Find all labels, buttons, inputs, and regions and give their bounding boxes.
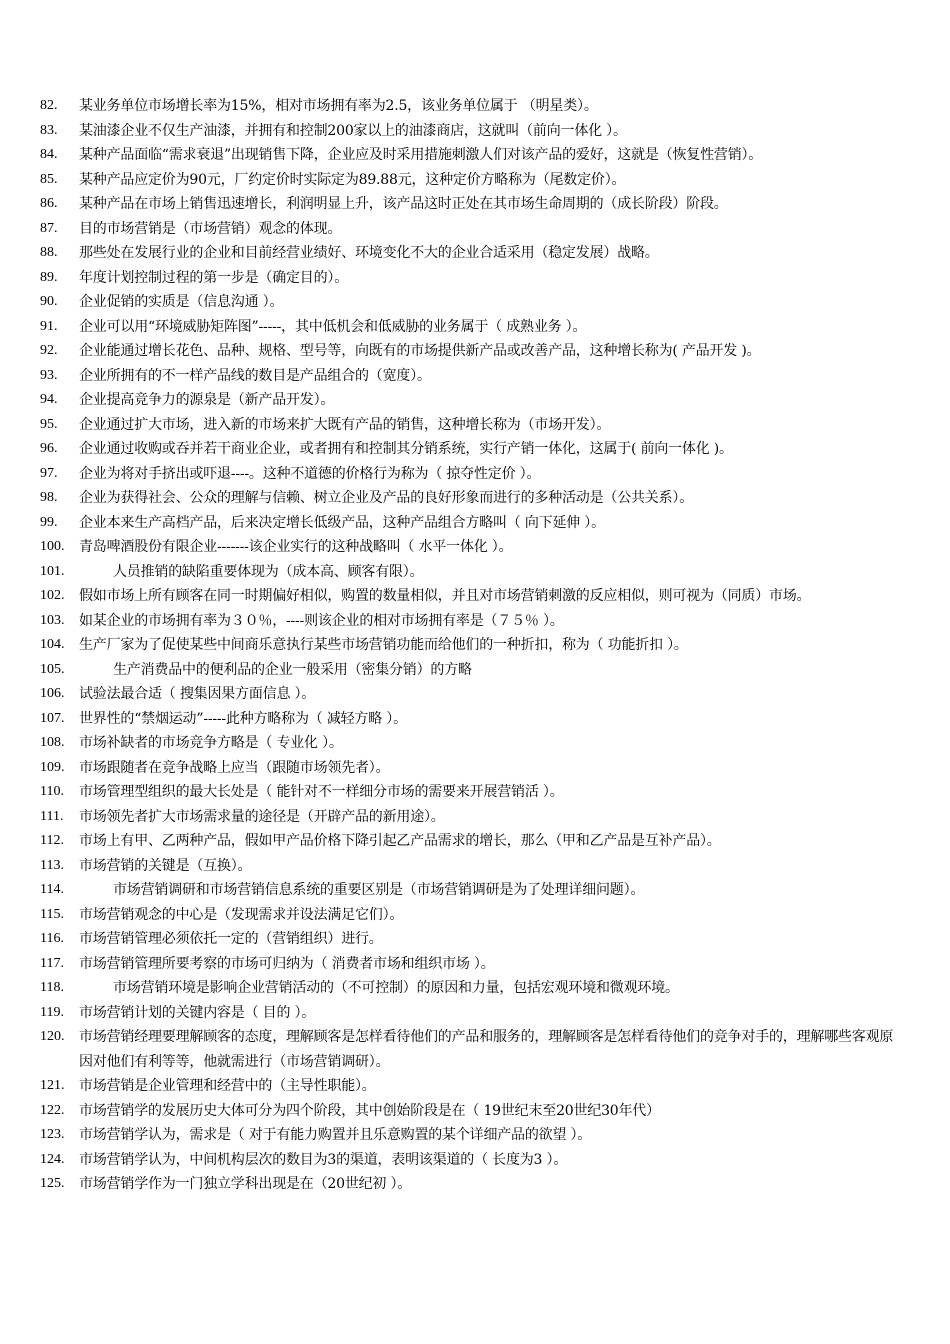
item-text: 市场营销管理必须依托一定的（营销组织）进行。 <box>79 931 383 947</box>
item-number: 82. <box>40 98 58 113</box>
list-item <box>0 94 950 119</box>
list-item <box>0 780 950 805</box>
list-item <box>0 437 950 462</box>
item-number: 104. <box>40 637 65 652</box>
item-number: 103. <box>40 612 65 628</box>
list-item <box>0 192 950 217</box>
item-number: 116. <box>40 931 64 946</box>
item-number: 120. <box>40 1029 65 1044</box>
item-number: 125. <box>40 1176 65 1191</box>
list-item <box>0 878 950 903</box>
item-number: 98. <box>40 490 58 505</box>
item-text: 企业通过收购或吞并若干商业企业，或者拥有和控制其分销系统，实行产销一体化，这属于( 前向一体化 )。 <box>79 441 733 457</box>
item-number: 112. <box>40 833 64 848</box>
item-text: 某种产品面临“需求衰退”出现销售下降，企业应及时采用措施刺激人们对该产品的爱好，这就是（恢复性营销）。 <box>79 147 763 163</box>
item-number: 118. <box>40 980 64 995</box>
item-number: 93. <box>40 367 58 383</box>
item-text: 如某企业的市场拥有率为３０％，----则该企业的相对市场拥有率是（７５％ ）。 <box>79 612 564 629</box>
list-item <box>0 976 950 1001</box>
item-text: 市场营销的关键是（互换）。 <box>79 857 252 874</box>
item-number: 84. <box>40 147 58 162</box>
item-number: 87. <box>40 220 58 236</box>
item-text: 市场营销观念的中心是（发现需求并设法满足它们）。 <box>79 906 404 923</box>
item-number: 113. <box>40 857 64 873</box>
item-text: 市场跟随者在竞争战略上应当（跟随市场领先者）。 <box>79 759 390 776</box>
item-text: 企业本来生产高档产品，后来决定增长低级产品，这种产品组合方略叫（ 向下延伸 ）。 <box>79 514 605 531</box>
item-number: 96. <box>40 441 58 456</box>
list-item <box>0 413 950 438</box>
item-text: 世界性的“禁烟运动”-----此种方略称为（ 减轻方略 ）。 <box>79 710 407 727</box>
item-text: 市场营销学的发展历史大体可分为四个阶段，其中创始阶段是在（ 19世纪末至20世纪30年代） <box>79 1102 660 1119</box>
item-number: 94. <box>40 392 58 407</box>
item-number: 89. <box>40 269 58 285</box>
item-text: 市场管理型组织的最大长处是（ 能针对不一样细分市场的需要来开展营销活 ）。 <box>79 784 564 800</box>
item-text: 那些处在发展行业的企业和目前经营业绩好、环境变化不大的企业合适采用（稳定发展）战略。 <box>79 245 659 261</box>
list-item <box>0 168 950 193</box>
item-number: 97. <box>40 465 58 481</box>
item-text: 企业提高竞争力的源泉是（新产品开发）。 <box>79 392 335 408</box>
list-item <box>0 707 950 732</box>
item-number: 117. <box>40 955 64 971</box>
list-item <box>0 1172 950 1197</box>
item-number: 124. <box>40 1151 65 1167</box>
list-item <box>0 486 950 511</box>
list-item <box>0 633 950 658</box>
item-text: 市场营销学作为一门独立学科出现是在（20世纪初 ）。 <box>79 1176 412 1192</box>
list-item <box>0 854 950 879</box>
list-item <box>0 119 950 144</box>
list-item <box>0 756 950 781</box>
list-item <box>0 339 950 364</box>
item-text: 市场营销学认为，需求是（ 对于有能力购置并且乐意购置的某个详细产品的欲望 ）。 <box>79 1127 592 1143</box>
item-text: 生产厂家为了促使某些中间商乐意执行某些市场营销功能而给他们的一种折扣，称为（ 功能折扣 ）。 <box>79 637 688 653</box>
item-number: 100. <box>40 539 65 554</box>
item-text: 假如市场上所有顾客在同一时期偏好相似，购置的数量相似，并且对市场营销刺激的反应相似，则可视为（同质）市场。 <box>79 588 811 604</box>
item-text: 市场营销计划的关键内容是（ 目的 ）。 <box>79 1004 316 1021</box>
item-number: 88. <box>40 245 58 260</box>
item-text: 人员推销的缺陷重要体现为（成本高、顾客有限）。 <box>113 563 424 580</box>
list-item <box>0 829 950 854</box>
item-number: 106. <box>40 686 65 701</box>
item-text: 市场上有甲、乙两种产品，假如甲产品价格下降引起乙产品需求的增长，那么（甲和乙产品是互补产品）。 <box>79 833 721 849</box>
list-item <box>0 584 950 609</box>
item-text: 企业促销的实质是（信息沟通 ）。 <box>79 294 284 310</box>
document-body <box>0 94 950 1197</box>
item-text: 市场营销学认为，中间机构层次的数目为3的渠道，表明该渠道的（ 长度为3 ）。 <box>79 1151 568 1168</box>
item-number: 109. <box>40 759 65 775</box>
item-number: 102. <box>40 588 65 603</box>
list-item <box>0 511 950 536</box>
item-number: 122. <box>40 1102 65 1118</box>
item-number: 85. <box>40 171 58 187</box>
item-number: 90. <box>40 294 58 309</box>
item-text: 市场补缺者的市场竞争方略是（ 专业化 ）。 <box>79 735 343 751</box>
item-text: 市场营销管理所要考察的市场可归纳为（ 消费者市场和组织市场 ）。 <box>79 955 495 972</box>
item-number: 115. <box>40 906 64 922</box>
list-item <box>0 560 950 585</box>
item-text: 企业通过扩大市场，进入新的市场来扩大既有产品的销售，这种增长称为（市场开发）。 <box>79 416 611 433</box>
item-number: 92. <box>40 343 58 358</box>
item-text: 某种产品在市场上销售迅速增长，利润明显上升，该产品这时正处在其市场生命周期的（成长阶段）阶段。 <box>79 196 728 212</box>
item-text: 生产消费品中的便利品的企业一般采用（密集分销）的方略 <box>113 661 472 678</box>
list-item <box>0 535 950 560</box>
list-item <box>0 927 950 952</box>
item-text: 某油漆企业不仅生产油漆，并拥有和控制200家以上的油漆商店，这就叫（前向一体化 ）。 <box>79 122 627 139</box>
list-item <box>0 1001 950 1026</box>
list-item <box>0 266 950 291</box>
item-text: 企业为将对手挤出或吓退----。这种不道德的价格行为称为（ 掠夺性定价 ）。 <box>79 465 541 482</box>
item-text: 市场领先者扩大市场需求量的途径是（开辟产品的新用途）。 <box>79 808 445 825</box>
item-text: 企业为获得社会、公众的理解与信赖、树立企业及产品的良好形象而进行的多种活动是（公共关系）。 <box>79 490 693 506</box>
item-number: 114. <box>40 882 64 897</box>
item-text: 企业可以用“环境威胁矩阵图”-----，其中低机会和低威胁的业务属于（ 成熟业务 ）。 <box>79 318 587 335</box>
list-item <box>0 952 950 977</box>
list-item <box>0 805 950 830</box>
item-number: 101. <box>40 563 65 579</box>
list-item <box>0 609 950 634</box>
list-item <box>0 731 950 756</box>
list-item <box>0 241 950 266</box>
item-number: 83. <box>40 122 58 138</box>
item-number: 99. <box>40 514 58 530</box>
item-number: 91. <box>40 318 58 334</box>
item-text: 市场营销调研和市场营销信息系统的重要区别是（市场营销调研是为了处理详细问题）。 <box>113 882 645 898</box>
item-text: 某种产品应定价为90元，厂约定价时实际定为89.88元，这种定价方略称为（尾数定价）。 <box>79 171 626 188</box>
item-text: 企业所拥有的不一样产品线的数目是产品组合的（宽度）。 <box>79 367 431 384</box>
item-number: 111. <box>40 808 64 824</box>
list-item <box>0 1148 950 1173</box>
item-text: 市场营销是企业管理和经营中的（主导性职能）。 <box>79 1078 376 1094</box>
item-text: 年度计划控制过程的第一步是（确定目的）。 <box>79 269 348 286</box>
list-item <box>0 658 950 683</box>
item-text: 青岛啤酒股份有限企业-------该企业实行的这种战略叫（ 水平一体化 ）。 <box>79 539 513 555</box>
item-number: 119. <box>40 1004 64 1020</box>
item-text: 企业能通过增长花色、品种、规格、型号等，向既有的市场提供新产品或改善产品，这种增长称为( 产品开发 )。 <box>79 343 761 359</box>
item-text: 目的市场营销是（市场营销）观念的体现。 <box>79 220 342 237</box>
item-number: 121. <box>40 1078 65 1093</box>
list-item <box>0 682 950 707</box>
list-item <box>0 217 950 242</box>
item-number: 110. <box>40 784 64 799</box>
list-item <box>0 903 950 928</box>
list-item <box>0 1074 950 1099</box>
item-number: 105. <box>40 661 65 677</box>
list-item <box>0 388 950 413</box>
list-item <box>0 290 950 315</box>
list-item <box>0 462 950 487</box>
item-number: 108. <box>40 735 65 750</box>
item-text: 市场营销环境是影响企业营销活动的（不可控制）的原因和力量，包括宏观环境和微观环境。 <box>113 980 679 996</box>
list-item <box>0 1025 950 1074</box>
item-text: 市场营销经理要理解顾客的态度，理解顾客是怎样看待他们的产品和服务的，理解顾客是怎样看待他们的竞争对手的，理解哪些客观原因对他们有利等等，他就需进行（市场营销调研）。 <box>79 1029 894 1070</box>
item-text: 某业务单位市场增长率为15%，相对市场拥有率为2.5，该业务单位属于 （明星类）。 <box>79 98 598 114</box>
list-item <box>0 364 950 389</box>
item-number: 107. <box>40 710 65 726</box>
list-item <box>0 1123 950 1148</box>
list-item <box>0 143 950 168</box>
list-item <box>0 315 950 340</box>
item-number: 95. <box>40 416 58 432</box>
item-number: 123. <box>40 1127 65 1142</box>
item-number: 86. <box>40 196 58 211</box>
item-text: 试验法最合适（ 搜集因果方面信息 ）。 <box>79 686 316 702</box>
list-item <box>0 1099 950 1124</box>
